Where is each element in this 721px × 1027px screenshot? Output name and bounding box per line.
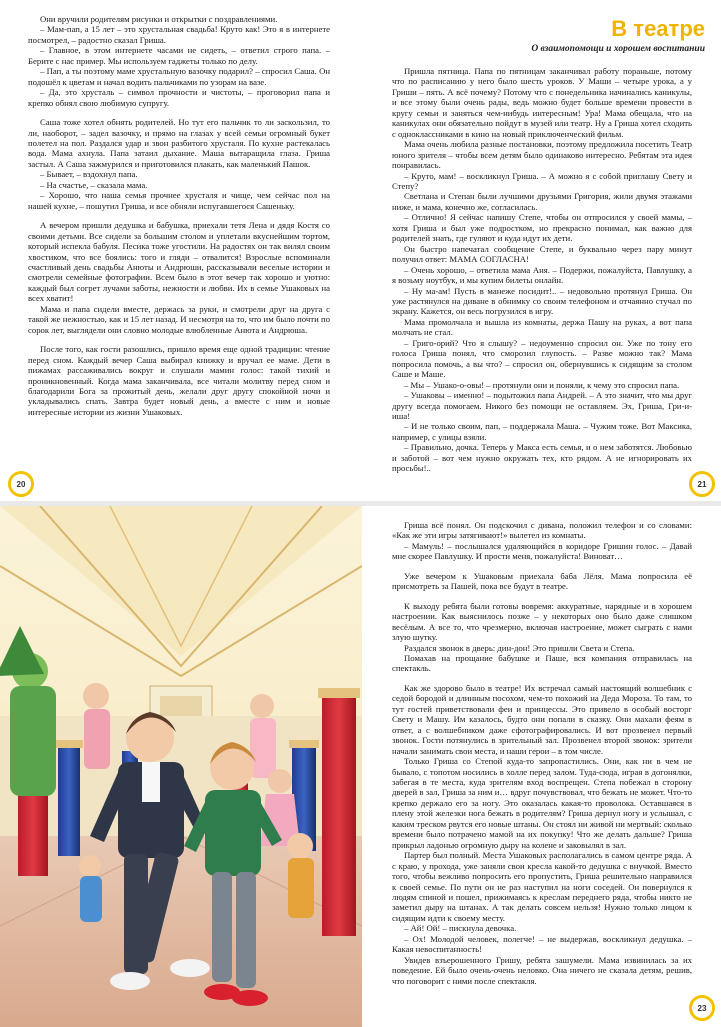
paragraph: – Ох! Молодой человек, полегче! – не выдержав, воскликнул дедушка. – Какая невоспитанность! [392, 933, 692, 955]
paragraph: Только Гриша со Степой куда-то запропастились. Они, как ни в чем не бывало, с топотом носились в холле перед залом. Туда-сюда, играя в догонялки, забегая в те места, куда зрителям вход воспрещен. Степа побежал в сторону дверей в зал, Гриша за ним и… вдруг почувствовал, что бежать не может. Что-то крепко держало его за ногу. Это оказалась какая-то проволока. Оставшаяся в плену этой железки нога бежать в родителям? Гриша дернул ногу и услышал, с каким треском рвутся его новые штаны. Он стоял ни живой ни мертвый: сколько времени было потрачено мамой на их покупку! Что же делать дальше? Гриша прикрыл ладонью огромную дыру на колене и заковылял в зал. [392, 756, 692, 850]
paragraph: Светлана и Степан были лучшими друзьями Григория, жили двумя этажами ниже, и мама, конечно же, согласилась. [392, 191, 692, 212]
paragraph: – Круто, мам! – воскликнул Гриша. – А можно я с собой приглашу Свету и Степу? [392, 170, 692, 191]
paragraph: – Мамуль! – послышался удаляющийся в коридоре Гришин голос. – Давай мне скорее Павлушку. И прости меня, пожалуйста! Виноват… [392, 540, 692, 562]
right-page-text [392, 66, 692, 474]
paragraph: Как же здорово было в театре! Их встречал самый настоящий волшебник с седой бородой и длинным посохом, чем-то похожий на Деда Мороза. То там, то тут гостей приветствовали феи и принцессы. Это привело в особый восторг Свету и Машу. Им казалось, будто они попали в сказку. Они махали феям в ответ, а с волшебником даже сфотографировались. И вот прозвенел первый звонок. Гости потянулись в зрительный зал. Прозвенел второй звонок: зрители начали занимать свои места, и наши герои – в том числе. [392, 682, 692, 756]
paragraph: После того, как гости разошлись, пришло время еще одной традиции: чтение перед сном. Каждый вечер Саша выбирал книжку и вручал ее маме. Дети в пижамах рассаживались вокруг и слушали мамин голос: такой тихий и проникновенный. Когда мама заканчивала, все читали молитву перед сном и благодарили Бога за прожитый день, желали друг другу спокойной ночи и укладывались спать. Завтра будет новый день, а вместе с ним и новые интересные истории из жизни Ушаковых. [28, 344, 330, 417]
paragraph: К выходу ребята были готовы вовремя: аккуратные, нарядные и в хорошем настроении. Как выяснилось позже – у некоторых оно было даже слишком весёлым. А все то, что чрезмерно, включая настроение, может сыграть с нами злую шутку. [392, 600, 692, 643]
paragraph: – Главное, в этом интернете часами не сидеть, – ответил строго папа. – Берите с нас пример. Мы используем гаджеты только по делу. [28, 45, 330, 66]
paragraph: Раздался звонок в дверь: дин-дон! Это пришли Света и Степа. [404, 642, 635, 653]
paragraph: – Ну ма-ам! Пусть в манеже посидит!.. – недовольно протянул Гриша. Он уже растянулся на диване в обнимку со своим телефоном и отчаянно стучал по экрану. Кажется, он весь погрузился в игру. [392, 285, 692, 317]
paragraph: – И не только своим, пап, – поддержала Маша. – Чужим тоже. Вот Максика, например, с улицы взяли. [392, 421, 692, 442]
paragraph: – Правильно, дочка. Теперь у Макса есть семья, и о нем заботятся. Любовью и заботой – вот чем нужно окружать тех, кто рядом. А не игнорировать их просьбы!.. [392, 442, 692, 474]
chapter-subtitle: О взаимопомощи и хорошем воспитании [531, 44, 705, 54]
paragraph: Саша тоже хотел обнять родителей. Но тут его пальчик то ли заскользил, то ли, наоборот, – задел вазочку, и прямо на глазах у всей семьи огромный букет полетел на пол. Раздался удар и звон разбитого хрусталя. По кухне растекалась вода. Мама ахнула. Папа затаил дыхание. Маша вытаращила глаза. Гриша застыл. А Саша зажмурился и приготовился плакать, как маленький Пашок. [28, 117, 330, 169]
paragraph: – Ай! Ой! – пискнула девочка. [404, 923, 517, 934]
page-number-label: 21 [697, 479, 707, 489]
bottom-spread [0, 506, 721, 1027]
paragraph: – Мам-пап, а 15 лет – это хрустальная свадьба! Круто как! Это я в интернете посмотрел, – радостно сказал Гриша. [28, 24, 330, 45]
chapter-title: В театре [611, 16, 705, 41]
paragraph: – Очень хорошо, – ответила мама Аня. – Подержи, пожалуйста, Павлушку, а я возьму ноутбук, и мы купим билеты онлайн. [392, 264, 692, 286]
paragraph: – Отлично! Я сейчас напишу Степе, чтобы он отпросился у своей мамы, – хотя Гриша и был уже подростком, но прекрасно понимал, как важно для родителей знать, где гуляют и куда идут их дети. [392, 212, 692, 244]
illustration-svg [0, 506, 362, 1027]
paragraph: Помахав на прощание бабушке и Паше, вся компания отправилась на спектакль. [392, 652, 692, 674]
paragraph: Гриша всё понял. Он подскочил с дивана, положил телефон и со словами: «Как же эти игры затягивают!» вылетел из комнаты. [392, 520, 692, 541]
paragraph: – Мы – Ушако-о-овы! – протянули они и поняли, к чему это спросил папа. [404, 379, 680, 390]
paragraph: – Бывает, – вздохнул папа. [40, 169, 138, 180]
top-spread [0, 0, 721, 501]
paragraph: Он быстро напечатал сообщение Степе, и буквально через пару минут получил ответ: МАМА СОГЛАСНА! [392, 243, 692, 265]
left-page-text [28, 14, 330, 417]
paragraph: Они вручили родителям рисунки и открытки с поздравлениями. [40, 14, 278, 24]
theater-illustration [0, 506, 362, 1027]
paragraph: Увидев взъерошенного Гришу, ребята зашумели. Мама извинилась за их поведение. Ей было очень-очень неловко. Она ничего не сказала детям, решив, что поговорит с ними после спектакля. [392, 954, 692, 986]
right-page-text-bottom [392, 520, 692, 986]
page-number-label: 23 [697, 1003, 707, 1013]
paragraph: Пришла пятница. Папа по пятницам заканчивал работу пораньше, потому что по расписанию у него было шесть уроков. У Маши – четыре урока, а у Гриши – пять. А всё почему? Потому что с понедельника начинались каникулы, и все этому были очень рады, ведь можно будет больше времени провести в кругу семьи и заняться чем-нибудь интересным! Ура! Мама обещала, что на каникулах они обязательно пойдут в музей или театр. Ну а Гриша хотел сходить с одноклассниками в кино на новый приключенческий фильм. [392, 66, 692, 139]
chapter-heading [385, 16, 705, 54]
paragraph: – Да, это хрусталь – символ прочности и чистоты, – проговорил папа и крепко обнял свою любимую супругу. [28, 87, 330, 108]
paragraph: – Хорошо, что наша семья прочнее хрусталя и чище, чем сейчас пол на нашей кухне, – пошутил Гриша, и все обняли испугавшегося Сашеньку. [28, 190, 330, 211]
page-number-left [8, 471, 34, 497]
paragraph: Партер был полный. Места Ушаковых располагались в самом центре ряда. А с краю, у прохода, уже заняли свои кресла какой-то дедушка с внучкой. Вместо того, чтобы вежливо попросить его пропустить, Гриша решительно направился к своей семье. По пути он не раз наступил на ноги соседей. Он повернулся к людям спиной и пошел, прижимаясь к креслам переднего ряда, чтобы никто не заметил дыру на штанах. А так делать совсем нельзя! Нужно только лицом к сидящим идти к своему месту. [392, 850, 692, 923]
page-number-right [689, 471, 715, 497]
paragraph: Мама очень любила разные постановки, поэтому предложила посетить Театр юного зрителя – чтобы всем детям было одинаково интересно. Ребятам эта идея понравилась. [392, 139, 692, 171]
paragraph: – На счастье, – сказала мама. [40, 179, 148, 190]
paragraph: Мама промолчала и вышла из комнаты, держа Пашу на руках, а вот папа молчать не стал. [392, 316, 692, 338]
paragraph: – Ушаковы – именно! – подытожил папа Андрей. – А это значит, что мы друг другу всегда помогаем. Никого без помощи не оставляем. Эх, Гриша, Гри-и-иша! [392, 390, 692, 421]
paragraph: А вечером пришли дедушка и бабушка, приехали тетя Лена и дядя Костя со своими детьми. Все сидели за большим столом и уплетали вкуснейшим тортом, который испекла бабуля. Песика тоже угостили. На радостях он так вилял своим хвостиком, что все боялись: того и гляди – отвалится! Взрослые вспоминали счастливый день свадьбы Анюты и Андрюши, рассказывали веселые истории и смотрели семейные фотографии. Всем было в этот вечер так хорошо и уютно: каждый был согрет лучами заботы, нежности и любви. Их в семье Ушаковых на всех хватит! [28, 220, 330, 304]
paragraph: – Григо-орий? Что я слышу? – недоуменно спросил он. Уже по тону его голоса Гриша понял, что сморозил глупость. – Разве можно так? Мама попросила помочь, а вы что? – спросил он, обернувшись к сидящим за столом Саше и Маше. [392, 337, 692, 380]
paragraph: Уже вечером к Ушаковым приехала баба Лёля. Мама попросила её присмотреть за Пашей, пока все будут в театре. [392, 570, 692, 592]
paragraph: – Пап, а ты поэтому маме хрустальную вазочку подарил? – спросил Саша. Он подошёл к цветам и начал водить пальчиками по узорам на вазе. [28, 66, 330, 87]
page-number-label: 20 [16, 479, 26, 489]
paragraph: Мама и папа сидели вместе, держась за руки, и смотрели друг на друга с такой же нежностью, как и 15 лет назад. И несмотря на то, что им было почти по сорок лет, выглядели они словно молодые влюбленные Анюта и Андрюша. [28, 303, 330, 335]
page-number-bottom-right [689, 995, 715, 1021]
